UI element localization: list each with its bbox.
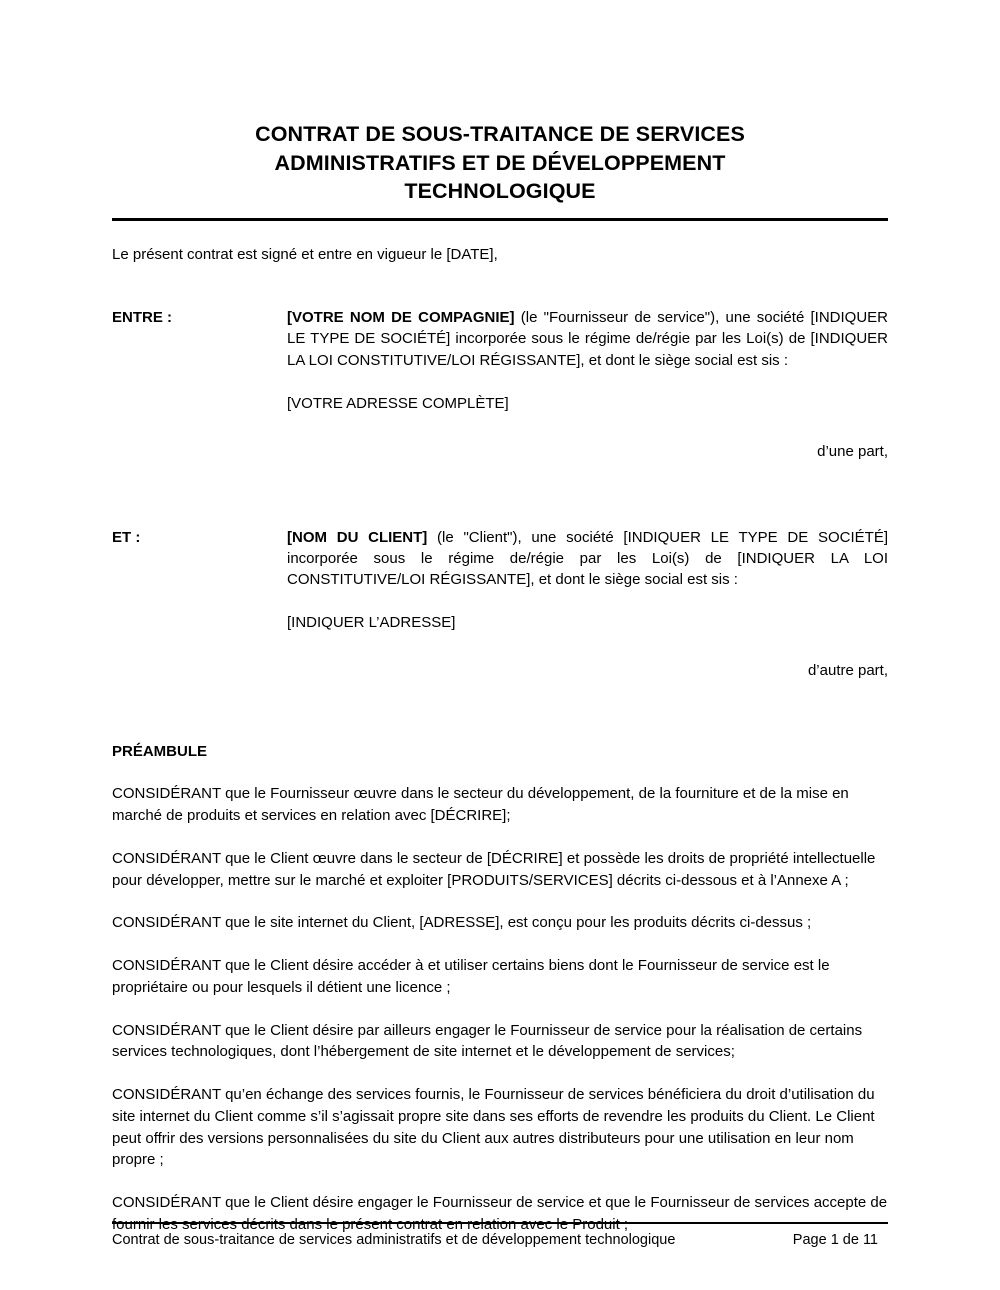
client-description-text: (le "Client"), une société [INDIQUER LE TYPE DE SOCIÉTÉ] incorporée sous le régime de/régie par les Loi(s) de [INDIQUER LA LOI CONSTITUTIVE/LOI RÉGISSANTE], et dont le siège social est sis :: [287, 528, 888, 589]
footer-divider: [112, 1222, 888, 1224]
preamble-clause: CONSIDÉRANT que le Client désire par ailleurs engager le Fournisseur de service pour la réalisation de certains services technologiques, dont l’hébergement de site internet et le développement de services;: [112, 1021, 863, 1061]
client-address-placeholder: [INDIQUER L’ADRESSE]: [287, 614, 456, 632]
title-line-3: TECHNOLOGIQUE: [404, 179, 596, 204]
preamble-clause: CONSIDÉRANT que le Fournisseur œuvre dans le secteur du développement, de la fourniture et de la mise en marché de produits et services en relation avec [DÉCRIRE];: [112, 785, 849, 825]
page-footer: [112, 1222, 888, 1250]
preamble-clause: CONSIDÉRANT que le site internet du Client, [ADRESSE], est conçu pour les produits décrits ci-dessus ;: [112, 914, 812, 932]
provider-name-placeholder: [VOTRE NOM DE COMPAGNIE]: [287, 309, 515, 327]
title-divider: [112, 218, 888, 221]
effective-date-line: Le présent contrat est signé et entre en vigueur le [DATE],: [112, 245, 498, 263]
page-title: [112, 0, 888, 206]
provider-description-text: (le "Fournisseur de service"), une société [INDIQUER LE TYPE DE SOCIÉTÉ] incorporée sous le régime de/régie par les Loi(s) de [INDIQUER LA LOI CONSTITUTIVE/LOI RÉGISSANTE], et dont le siège social est sis :: [287, 309, 889, 369]
title-line-2: ADMINISTRATIFS ET DE DÉVELOPPEMENT: [274, 150, 726, 175]
provider-closing-line: d’une part,: [817, 443, 888, 461]
party-description-client: [287, 527, 888, 634]
preamble-heading: PRÉAMBULE: [112, 743, 208, 761]
party-block-client: [112, 527, 888, 634]
preamble-clause: CONSIDÉRANT qu’en échange des services fournis, le Fournisseur de services bénéficiera du droit d’utilisation du site internet du Client comme s’il s’agissait propre site dans ses efforts de revendre les produits du Client. Le Client peut offrir des versions personnalisées du site du Client aux autres distributeurs pour une utilisation en leur nom propre ;: [112, 1086, 875, 1169]
title-line-1: CONTRAT DE SOUS-TRAITANCE DE SERVICES: [255, 122, 745, 146]
provider-address-placeholder: [VOTRE ADRESSE COMPLÈTE]: [287, 394, 509, 412]
preamble-clause: CONSIDÉRANT que le Client œuvre dans le secteur de [DÉCRIRE] et possède les droits de propriété intellectuelle pour développer, mettre sur le marché et exploiter [PRODUITS/SERVICES] décrits ci-dessous et à l’Annexe A ;: [112, 849, 876, 889]
footer-content: [112, 1230, 888, 1250]
footer-page-number: Page 1 de 11: [792, 1231, 878, 1248]
preamble-clause: CONSIDÉRANT que le Client désire accéder à et utiliser certains biens dont le Fournisseur de service est le propriétaire ou pour lesquels il détient une licence ;: [112, 957, 830, 996]
client-closing-line: d’autre part,: [807, 661, 888, 679]
preamble-clause: CONSIDÉRANT que le Client désire engager le Fournisseur de service et que le Fournisseur de services accepte de fournir les services décrits dans le présent contrat en relation avec le Produit ;: [112, 1194, 888, 1233]
party-label-entre: ENTRE :: [112, 309, 172, 327]
client-name-placeholder: [NOM DU CLIENT]: [287, 528, 428, 546]
footer-document-title: Contrat de sous-traitance de services administratifs et de développement technologique: [112, 1231, 676, 1248]
party-label-et: ET :: [112, 528, 141, 546]
party-description-provider: [287, 307, 888, 414]
party-block-provider: [112, 307, 888, 414]
